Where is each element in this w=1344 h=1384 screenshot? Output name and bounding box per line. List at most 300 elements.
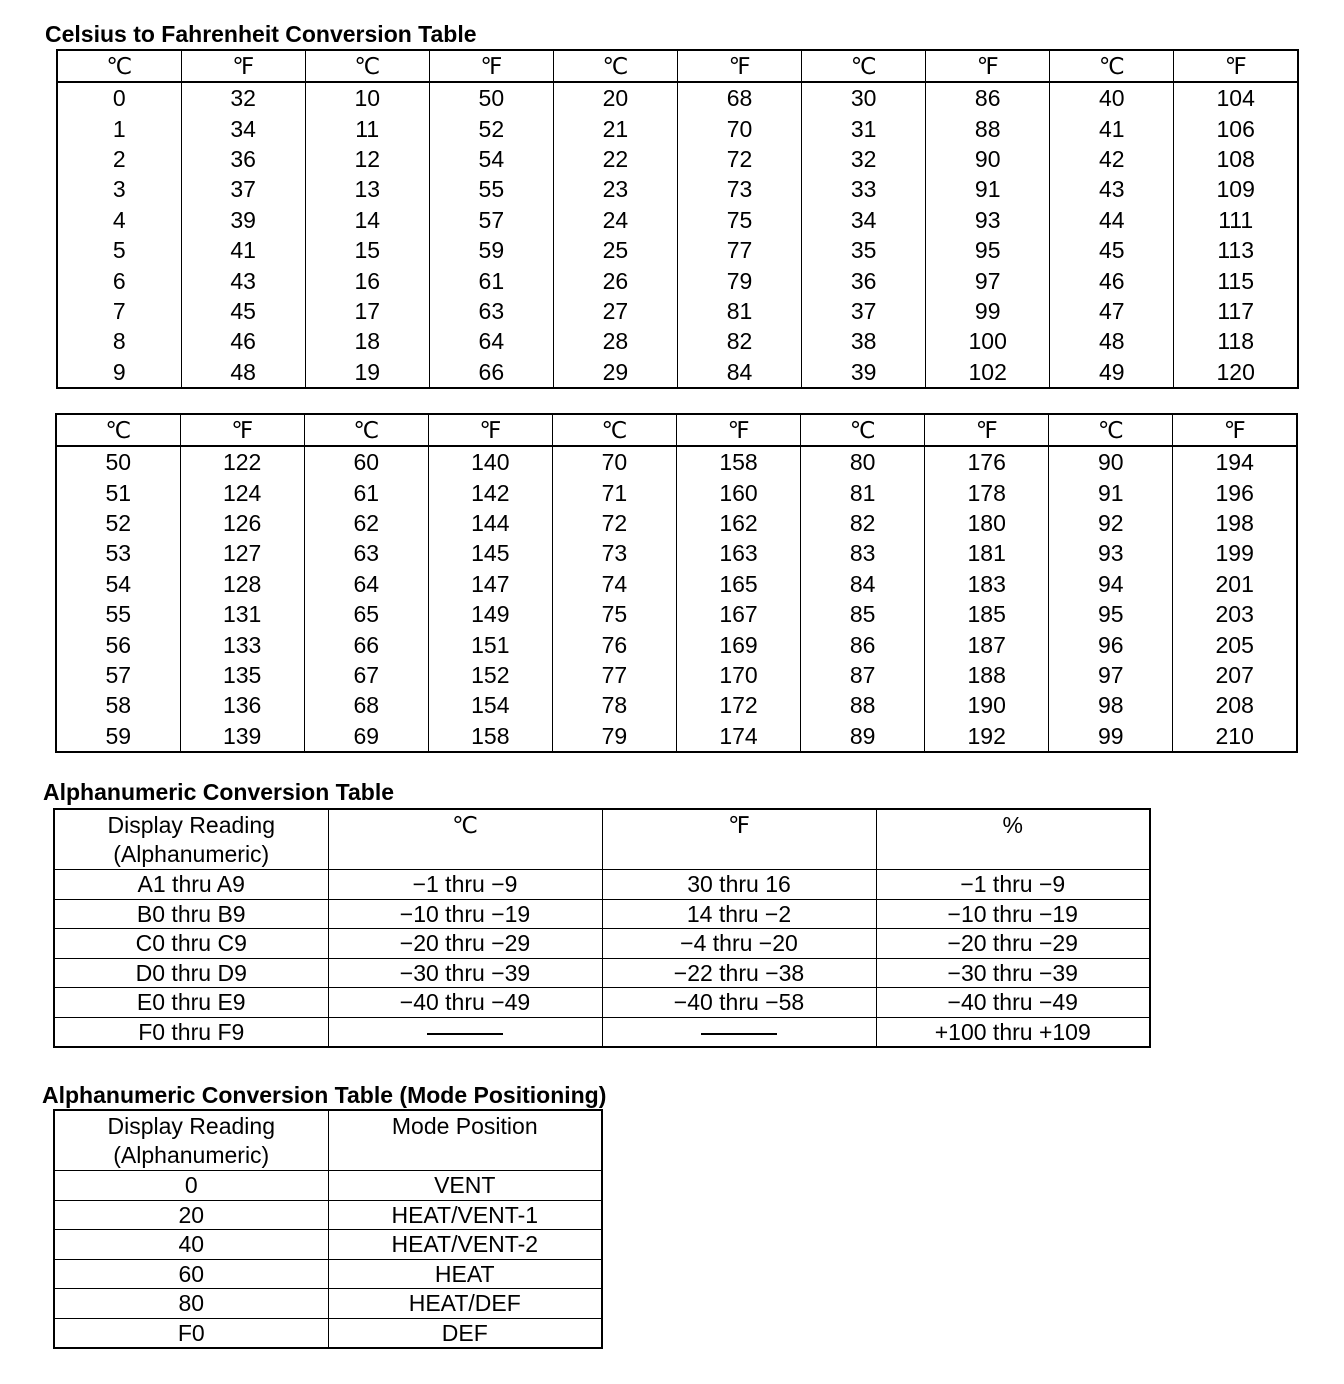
fahrenheit-cell: 41 — [181, 235, 305, 265]
fahrenheit-cell: 165 — [676, 569, 800, 599]
table-row — [57, 326, 1298, 356]
celsius-cell: 86 — [801, 629, 925, 659]
celsius-cell: 65 — [304, 599, 428, 629]
fahrenheit-cell: 127 — [180, 538, 304, 568]
table-row — [57, 265, 1298, 295]
celsius-cell: 82 — [801, 508, 925, 538]
fahrenheit-cell: 73 — [677, 174, 801, 204]
fahrenheit-cell: 154 — [428, 690, 552, 720]
percent-cell: −40 thru −49 — [876, 988, 1150, 1018]
fahrenheit-cell: 64 — [429, 326, 553, 356]
celsius-cell: 35 — [802, 235, 926, 265]
fahrenheit-cell: 190 — [925, 690, 1049, 720]
fahrenheit-cell: 91 — [926, 174, 1050, 204]
table-row — [56, 477, 1297, 507]
fahrenheit-cell: 152 — [428, 660, 552, 690]
celsius-cell: 19 — [305, 357, 429, 388]
celsius-cell: 71 — [552, 477, 676, 507]
fahrenheit-cell: 144 — [428, 508, 552, 538]
celsius-cell: 48 — [1050, 326, 1174, 356]
fahrenheit-cell: 39 — [181, 205, 305, 235]
celsius-cell: 24 — [553, 205, 677, 235]
display-reading-header-line2: (Alphanumeric) — [113, 1142, 270, 1168]
celsius-cell: 59 — [105, 722, 132, 749]
display-reading-header — [54, 1110, 328, 1171]
fahrenheit-cell: 59 — [429, 235, 553, 265]
fahrenheit-cell: 57 — [429, 205, 553, 235]
table-row — [57, 205, 1298, 235]
mode-position-cell: DEF — [328, 1318, 602, 1348]
celsius-cell: 79 — [552, 721, 676, 752]
fahrenheit-cell: 205 — [1173, 629, 1297, 659]
celsius-column-header: ℃ — [1050, 50, 1174, 82]
celsius-cell: 27 — [553, 296, 677, 326]
mode-position-cell: HEAT/VENT-1 — [328, 1200, 602, 1230]
celsius-cell: −10 thru −19 — [328, 899, 602, 929]
celsius-cell: 0 — [112, 85, 126, 112]
fahrenheit-cell: 68 — [677, 82, 801, 113]
fahrenheit-cell: 203 — [1173, 599, 1297, 629]
mode-table-title: Alphanumeric Conversion Table (Mode Positioning) — [42, 1082, 607, 1108]
fahrenheit-cell: 48 — [181, 357, 305, 388]
celsius-cell: 51 — [105, 479, 132, 506]
fahrenheit-cell: 210 — [1173, 721, 1297, 752]
fahrenheit-cell: 115 — [1174, 265, 1298, 295]
fahrenheit-cell: 194 — [1173, 446, 1297, 477]
fahrenheit-cell: 198 — [1173, 508, 1297, 538]
percent-header: % — [876, 809, 1150, 870]
celsius-cell: 58 — [105, 692, 132, 719]
fahrenheit-cell: 176 — [925, 446, 1049, 477]
fahrenheit-cell: 36 — [181, 144, 305, 174]
fahrenheit-header: ℉ — [602, 809, 876, 870]
display-reading-header — [54, 809, 328, 870]
celsius-cell: 7 — [112, 297, 126, 324]
celsius-cell: 18 — [305, 326, 429, 356]
celsius-cell: 23 — [553, 174, 677, 204]
celsius-cell: 12 — [305, 144, 429, 174]
celsius-cell: 2 — [112, 145, 126, 172]
table-row — [56, 721, 1297, 752]
celsius-cell: 88 — [801, 690, 925, 720]
fahrenheit-cell: 100 — [926, 326, 1050, 356]
table-row — [54, 929, 1150, 959]
celsius-cell: 21 — [553, 113, 677, 143]
fahrenheit-cell: 104 — [1174, 82, 1298, 113]
alpha-table-title: Alphanumeric Conversion Table — [43, 779, 395, 805]
fahrenheit-cell: 30 thru 16 — [602, 870, 876, 900]
fahrenheit-column-header: ℉ — [180, 414, 304, 446]
table-row — [54, 958, 1150, 988]
fahrenheit-cell: 84 — [677, 357, 801, 388]
fahrenheit-cell: 52 — [429, 113, 553, 143]
fahrenheit-cell: 77 — [677, 235, 801, 265]
celsius-cell: −20 thru −29 — [328, 929, 602, 959]
celsius-cell: 56 — [105, 631, 132, 658]
celsius-cell: 69 — [304, 721, 428, 752]
celsius-cell: 87 — [801, 660, 925, 690]
celsius-cell: 81 — [801, 477, 925, 507]
fahrenheit-cell: 95 — [926, 235, 1050, 265]
celsius-cell: 16 — [305, 265, 429, 295]
fahrenheit-cell: 93 — [926, 205, 1050, 235]
celsius-cell-empty — [328, 1017, 602, 1047]
table-row — [54, 1200, 602, 1230]
celsius-cell: 10 — [305, 82, 429, 113]
fahrenheit-cell: 149 — [428, 599, 552, 629]
fahrenheit-cell: 55 — [429, 174, 553, 204]
celsius-column-header: ℃ — [1049, 414, 1173, 446]
table-row — [56, 569, 1297, 599]
fahrenheit-column-header: ℉ — [925, 414, 1049, 446]
table-row — [54, 1230, 602, 1260]
celsius-cell: 96 — [1049, 629, 1173, 659]
celsius-cell: 32 — [802, 144, 926, 174]
celsius-cell: 55 — [105, 601, 132, 628]
fahrenheit-cell: 201 — [1173, 569, 1297, 599]
fahrenheit-cell: 117 — [1174, 296, 1298, 326]
celsius-cell: 92 — [1049, 508, 1173, 538]
fahrenheit-cell: 158 — [676, 446, 800, 477]
celsius-cell: 54 — [105, 570, 132, 597]
fahrenheit-cell: 32 — [181, 82, 305, 113]
display-reading-cell: D0 thru D9 — [54, 958, 328, 988]
celsius-cell: 85 — [801, 599, 925, 629]
fahrenheit-cell: 188 — [925, 660, 1049, 690]
celsius-cell: 53 — [105, 540, 132, 567]
table-row — [56, 690, 1297, 720]
display-reading-cell: 60 — [54, 1259, 328, 1289]
fahrenheit-cell: 136 — [180, 690, 304, 720]
celsius-column-header: ℃ — [553, 50, 677, 82]
celsius-cell: 9 — [112, 358, 126, 385]
header-row — [56, 414, 1297, 446]
celsius-table-block-1 — [56, 49, 1299, 389]
display-reading-cell: 0 — [54, 1171, 328, 1201]
celsius-cell: 49 — [1050, 357, 1174, 388]
celsius-cell: 84 — [801, 569, 925, 599]
celsius-cell: 43 — [1050, 174, 1174, 204]
fahrenheit-cell: 170 — [676, 660, 800, 690]
celsius-column-header: ℃ — [57, 50, 181, 82]
fahrenheit-cell: 142 — [428, 477, 552, 507]
percent-cell: −1 thru −9 — [876, 870, 1150, 900]
celsius-cell: −40 thru −49 — [328, 988, 602, 1018]
celsius-cell: 17 — [305, 296, 429, 326]
celsius-column-header: ℃ — [801, 414, 925, 446]
fahrenheit-cell-empty — [602, 1017, 876, 1047]
fahrenheit-column-header: ℉ — [677, 50, 801, 82]
fahrenheit-cell: 46 — [181, 326, 305, 356]
fahrenheit-cell: 66 — [429, 357, 553, 388]
mode-position-header: Mode Position — [328, 1110, 602, 1171]
table-row — [54, 1318, 602, 1348]
header-row — [54, 1110, 602, 1171]
celsius-cell: −1 thru −9 — [328, 870, 602, 900]
table-row — [54, 988, 1150, 1018]
celsius-cell: 6 — [112, 267, 126, 294]
table-row — [56, 629, 1297, 659]
celsius-cell: 5 — [112, 237, 126, 264]
fahrenheit-cell: 118 — [1174, 326, 1298, 356]
celsius-cell: 31 — [802, 113, 926, 143]
table-row — [57, 357, 1298, 388]
celsius-cell: 25 — [553, 235, 677, 265]
fahrenheit-column-header: ℉ — [926, 50, 1050, 82]
celsius-cell: 50 — [105, 449, 132, 476]
fahrenheit-cell: 178 — [925, 477, 1049, 507]
display-reading-cell: F0 — [54, 1318, 328, 1348]
dash-placeholder — [701, 1033, 777, 1035]
fahrenheit-cell: 160 — [676, 477, 800, 507]
fahrenheit-cell: 45 — [181, 296, 305, 326]
celsius-cell: 73 — [552, 538, 676, 568]
celsius-cell: 33 — [802, 174, 926, 204]
display-reading-cell: C0 thru C9 — [54, 929, 328, 959]
fahrenheit-cell: 185 — [925, 599, 1049, 629]
fahrenheit-cell: −40 thru −58 — [602, 988, 876, 1018]
fahrenheit-cell: 192 — [925, 721, 1049, 752]
fahrenheit-cell: 97 — [926, 265, 1050, 295]
celsius-cell: 66 — [304, 629, 428, 659]
fahrenheit-cell: 128 — [180, 569, 304, 599]
celsius-cell: 93 — [1049, 538, 1173, 568]
celsius-cell: 61 — [304, 477, 428, 507]
celsius-cell: 29 — [553, 357, 677, 388]
celsius-cell: 76 — [552, 629, 676, 659]
display-reading-cell: F0 thru F9 — [54, 1017, 328, 1047]
table-row — [57, 82, 1298, 113]
table-row — [57, 235, 1298, 265]
celsius-cell: 74 — [552, 569, 676, 599]
celsius-cell: 63 — [304, 538, 428, 568]
celsius-cell: 83 — [801, 538, 925, 568]
fahrenheit-cell: 196 — [1173, 477, 1297, 507]
percent-cell: −10 thru −19 — [876, 899, 1150, 929]
display-reading-cell: 80 — [54, 1289, 328, 1319]
fahrenheit-cell: 183 — [925, 569, 1049, 599]
fahrenheit-column-header: ℉ — [429, 50, 553, 82]
table-row — [57, 144, 1298, 174]
fahrenheit-cell: 187 — [925, 629, 1049, 659]
celsius-cell: 47 — [1050, 296, 1174, 326]
fahrenheit-cell: 172 — [676, 690, 800, 720]
fahrenheit-cell: 124 — [180, 477, 304, 507]
celsius-cell: 97 — [1049, 660, 1173, 690]
table-row — [54, 870, 1150, 900]
fahrenheit-cell: 126 — [180, 508, 304, 538]
fahrenheit-cell: 50 — [429, 82, 553, 113]
fahrenheit-cell: 86 — [926, 82, 1050, 113]
celsius-cell: 30 — [802, 82, 926, 113]
percent-cell: −20 thru −29 — [876, 929, 1150, 959]
mode-position-cell: HEAT/DEF — [328, 1289, 602, 1319]
display-reading-cell: B0 thru B9 — [54, 899, 328, 929]
table-row — [54, 899, 1150, 929]
display-reading-header-line1: Display Reading — [107, 1113, 275, 1139]
table-row — [54, 1259, 602, 1289]
celsius-cell: 60 — [304, 446, 428, 477]
celsius-cell: 34 — [802, 205, 926, 235]
header-row — [54, 809, 1150, 870]
fahrenheit-cell: 139 — [180, 721, 304, 752]
table-row — [57, 113, 1298, 143]
fahrenheit-cell: 135 — [180, 660, 304, 690]
celsius-cell: 38 — [802, 326, 926, 356]
celsius-cell: 95 — [1049, 599, 1173, 629]
alpha-conversion-table — [53, 808, 1151, 1048]
fahrenheit-column-header: ℉ — [181, 50, 305, 82]
celsius-cell: −30 thru −39 — [328, 958, 602, 988]
celsius-cell: 8 — [112, 328, 126, 355]
celsius-cell: 75 — [552, 599, 676, 629]
percent-cell: −30 thru −39 — [876, 958, 1150, 988]
celsius-column-header: ℃ — [802, 50, 926, 82]
celsius-cell: 40 — [1050, 82, 1174, 113]
fahrenheit-cell: 14 thru −2 — [602, 899, 876, 929]
table-row — [56, 660, 1297, 690]
celsius-cell: 46 — [1050, 265, 1174, 295]
fahrenheit-cell: 113 — [1174, 235, 1298, 265]
celsius-cell: 70 — [552, 446, 676, 477]
celsius-cell: 80 — [801, 446, 925, 477]
display-reading-cell: 20 — [54, 1200, 328, 1230]
celsius-cell: 41 — [1050, 113, 1174, 143]
celsius-header: ℃ — [328, 809, 602, 870]
fahrenheit-cell: 88 — [926, 113, 1050, 143]
fahrenheit-cell: 106 — [1174, 113, 1298, 143]
fahrenheit-cell: 54 — [429, 144, 553, 174]
header-row — [57, 50, 1298, 82]
celsius-cell: 57 — [105, 661, 132, 688]
celsius-cell: 4 — [112, 206, 126, 233]
celsius-cell: 36 — [802, 265, 926, 295]
fahrenheit-cell: −4 thru −20 — [602, 929, 876, 959]
table-row — [54, 1017, 1150, 1047]
celsius-table-title: Celsius to Fahrenheit Conversion Table — [45, 21, 477, 47]
fahrenheit-cell: 140 — [428, 446, 552, 477]
celsius-cell: 42 — [1050, 144, 1174, 174]
celsius-cell: 37 — [802, 296, 926, 326]
celsius-cell: 91 — [1049, 477, 1173, 507]
fahrenheit-cell: 167 — [676, 599, 800, 629]
mode-position-cell: HEAT/VENT-2 — [328, 1230, 602, 1260]
table-row — [56, 446, 1297, 477]
celsius-column-header: ℃ — [552, 414, 676, 446]
fahrenheit-cell: 61 — [429, 265, 553, 295]
celsius-cell: 26 — [553, 265, 677, 295]
fahrenheit-cell: 72 — [677, 144, 801, 174]
fahrenheit-cell: 43 — [181, 265, 305, 295]
fahrenheit-cell: 120 — [1174, 357, 1298, 388]
fahrenheit-cell: 199 — [1173, 538, 1297, 568]
fahrenheit-cell: 70 — [677, 113, 801, 143]
fahrenheit-cell: 131 — [180, 599, 304, 629]
celsius-cell: 64 — [304, 569, 428, 599]
fahrenheit-cell: 151 — [428, 629, 552, 659]
celsius-cell: 94 — [1049, 569, 1173, 599]
celsius-cell: 20 — [553, 82, 677, 113]
celsius-cell: 14 — [305, 205, 429, 235]
celsius-column-header: ℃ — [304, 414, 428, 446]
fahrenheit-cell: 145 — [428, 538, 552, 568]
fahrenheit-column-header: ℉ — [1173, 414, 1297, 446]
table-row — [54, 1171, 602, 1201]
celsius-cell: 99 — [1049, 721, 1173, 752]
fahrenheit-cell: 63 — [429, 296, 553, 326]
fahrenheit-cell: 111 — [1174, 205, 1298, 235]
celsius-cell: 62 — [304, 508, 428, 538]
fahrenheit-column-header: ℉ — [428, 414, 552, 446]
celsius-cell: 45 — [1050, 235, 1174, 265]
celsius-column-header: ℃ — [305, 50, 429, 82]
fahrenheit-cell: 180 — [925, 508, 1049, 538]
fahrenheit-cell: 181 — [925, 538, 1049, 568]
table-row — [54, 1289, 602, 1319]
celsius-cell: 77 — [552, 660, 676, 690]
fahrenheit-cell: 102 — [926, 357, 1050, 388]
fahrenheit-cell: 81 — [677, 296, 801, 326]
fahrenheit-cell: 109 — [1174, 174, 1298, 204]
celsius-cell: 11 — [305, 113, 429, 143]
fahrenheit-cell: 162 — [676, 508, 800, 538]
mode-position-cell: VENT — [328, 1171, 602, 1201]
fahrenheit-cell: 122 — [180, 446, 304, 477]
table-row — [57, 174, 1298, 204]
table-row — [56, 599, 1297, 629]
fahrenheit-cell: 158 — [428, 721, 552, 752]
celsius-column-header: ℃ — [56, 414, 180, 446]
fahrenheit-cell: 174 — [676, 721, 800, 752]
fahrenheit-cell: 208 — [1173, 690, 1297, 720]
fahrenheit-cell: 108 — [1174, 144, 1298, 174]
display-reading-cell: 40 — [54, 1230, 328, 1260]
fahrenheit-cell: −22 thru −38 — [602, 958, 876, 988]
display-reading-cell: A1 thru A9 — [54, 870, 328, 900]
fahrenheit-cell: 133 — [180, 629, 304, 659]
fahrenheit-cell: 99 — [926, 296, 1050, 326]
celsius-cell: 67 — [304, 660, 428, 690]
dash-placeholder — [427, 1033, 503, 1035]
fahrenheit-column-header: ℉ — [676, 414, 800, 446]
celsius-cell: 39 — [802, 357, 926, 388]
fahrenheit-cell: 37 — [181, 174, 305, 204]
celsius-cell: 68 — [304, 690, 428, 720]
celsius-cell: 3 — [112, 176, 126, 203]
fahrenheit-cell: 147 — [428, 569, 552, 599]
celsius-cell: 72 — [552, 508, 676, 538]
fahrenheit-cell: 34 — [181, 113, 305, 143]
celsius-cell: 15 — [305, 235, 429, 265]
table-row — [56, 538, 1297, 568]
celsius-cell: 98 — [1049, 690, 1173, 720]
fahrenheit-cell: 75 — [677, 205, 801, 235]
fahrenheit-cell: 79 — [677, 265, 801, 295]
fahrenheit-column-header: ℉ — [1174, 50, 1298, 82]
fahrenheit-cell: 163 — [676, 538, 800, 568]
display-reading-header-line1: Display Reading — [107, 812, 275, 838]
celsius-cell: 13 — [305, 174, 429, 204]
celsius-cell: 44 — [1050, 205, 1174, 235]
fahrenheit-cell: 90 — [926, 144, 1050, 174]
percent-cell: +100 thru +109 — [876, 1017, 1150, 1047]
celsius-cell: 1 — [112, 115, 126, 142]
fahrenheit-cell: 169 — [676, 629, 800, 659]
celsius-cell: 89 — [801, 721, 925, 752]
display-reading-header-line2: (Alphanumeric) — [113, 841, 270, 867]
celsius-cell: 78 — [552, 690, 676, 720]
celsius-cell: 22 — [553, 144, 677, 174]
